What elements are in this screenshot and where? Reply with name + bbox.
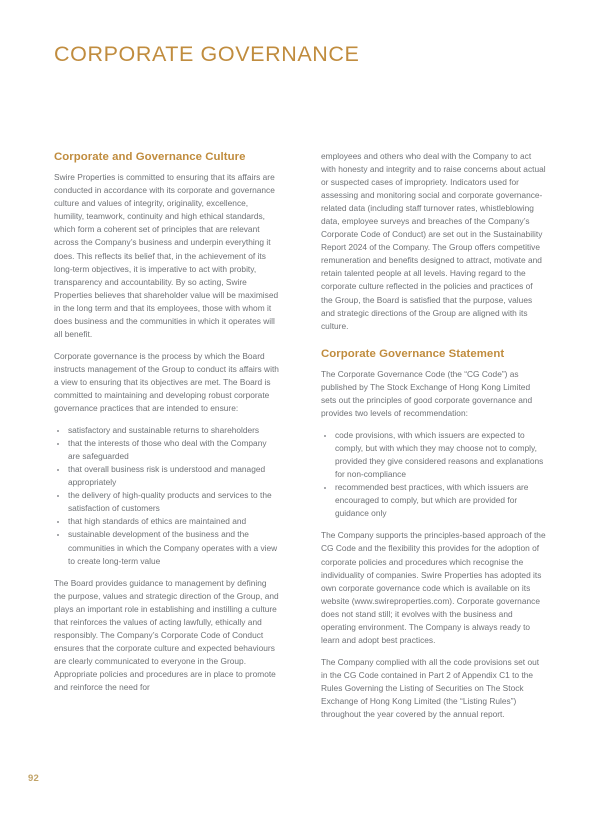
list-item: satisfactory and sustainable returns to shareholders: [54, 424, 279, 437]
page-title: CORPORATE GOVERNANCE: [54, 42, 360, 67]
paragraph-continued: employees and others who deal with the Company to act with honesty and integrity and to raise concerns about actual or suspected cases of impropriety. Indicators used for assessing and monitoring social and corporate governance-related data (including staff turnover rates, whistleblowing data, employee surveys and breaches of the Company’s Corporate Code of Conduct) are set out in the Sustainability Report 2024 of the Company. The Group offers competitive remuneration and benefits designed to attract, motivate and retain talented people at all levels. Having regard to the corporate culture reflected in the policies and practices of the Group, the Board is satisfied that the purpose, values and strategic directions of the Group are aligned with its culture.: [321, 151, 546, 331]
right-column: [321, 150, 546, 721]
list-item: that the interests of those who deal with the Company are safeguarded: [54, 437, 279, 463]
section-heading-corporate-governance-statement: Corporate Governance Statement: [321, 347, 505, 360]
page-number: 92: [28, 773, 39, 784]
paragraph: The Corporate Governance Code (the “CG Code”) as published by The Stock Exchange of Hong Kong Limited sets out the principles of good corporate governance and provides two levels of recommendation:: [321, 368, 533, 419]
two-column-body: [54, 150, 546, 721]
paragraph: Corporate governance is the process by which the Board instructs management of the Group to conduct its affairs with a view to ensuring that its objectives are met. The Board is committed to maintaining and developing robust corporate governance practices that are intended to ensure:: [54, 350, 279, 414]
bullet-list-governance-objectives: [54, 424, 279, 568]
list-item: code provisions, with which issuers are expected to comply, but with which they may choose not to comply, provided they give considered reasons and explanations for non-compliance: [321, 429, 546, 481]
list-item: sustainable development of the business and the communities in which the Company operates with a view to create long-term value: [54, 528, 279, 567]
list-item: recommended best practices, with which issuers are encouraged to comply, but which are provided for guidance only: [321, 481, 546, 520]
list-item: that high standards of ethics are maintained and: [54, 515, 279, 528]
paragraph: Swire Properties is committed to ensuring that its affairs are conducted in accordance with its corporate and governance culture and values of integrity, originality, excellence, humility, teamwork, continuity and high ethical standards, which form a coherent set of principles that are relevant across the Company’s business and underpin everything it does. This reflects its belief that, in the achievement of its long-term objectives, it is imperative to act with probity, transparency and accountability. By so acting, Swire Properties believes that shareholder value will be maximised in the long term and that its employees, those with whom it does business and the communities in which it operates will all benefit.: [54, 172, 279, 339]
bullet-list-recommendation-levels: [321, 429, 546, 520]
list-item: the delivery of high-quality products and services to the satisfaction of customers: [54, 489, 279, 515]
paragraph: The Company supports the principles-based approach of the CG Code and the flexibility this provides for the adoption of corporate policies and procedures which recognise the individuality of companies. Swire Properties has adopted its own corporate governance code which is available on its website (www.swireproperties.com). Corporate governance does not stand still; it evolves with the business and operating environment. The Company is always ready to learn and adopt best practices.: [321, 530, 546, 645]
paragraph: The Board provides guidance to management by defining the purpose, values and strategic direction of the Group, and plays an important role in establishing and instilling a culture that reinforces the values of acting lawfully, ethically and responsibly. The Company’s Corporate Code of Conduct ensures that the corporate culture and expected behaviours are clearly communicated to everyone in the Group. Appropriate policies and procedures are in place to promote and reinforce the need for: [54, 577, 279, 692]
list-item: that overall business risk is understood and managed appropriately: [54, 463, 279, 489]
left-column: [54, 150, 279, 694]
section-heading-corporate-and-governance-culture: Corporate and Governance Culture: [54, 151, 246, 163]
paragraph: The Company complied with all the code provisions set out in the CG Code contained in Part 2 of Appendix C1 to the Rules Governing the Listing of Securities on The Stock Exchange of Hong Kong Limited (the “Listing Rules”) throughout the year covered by the annual report.: [321, 656, 540, 720]
